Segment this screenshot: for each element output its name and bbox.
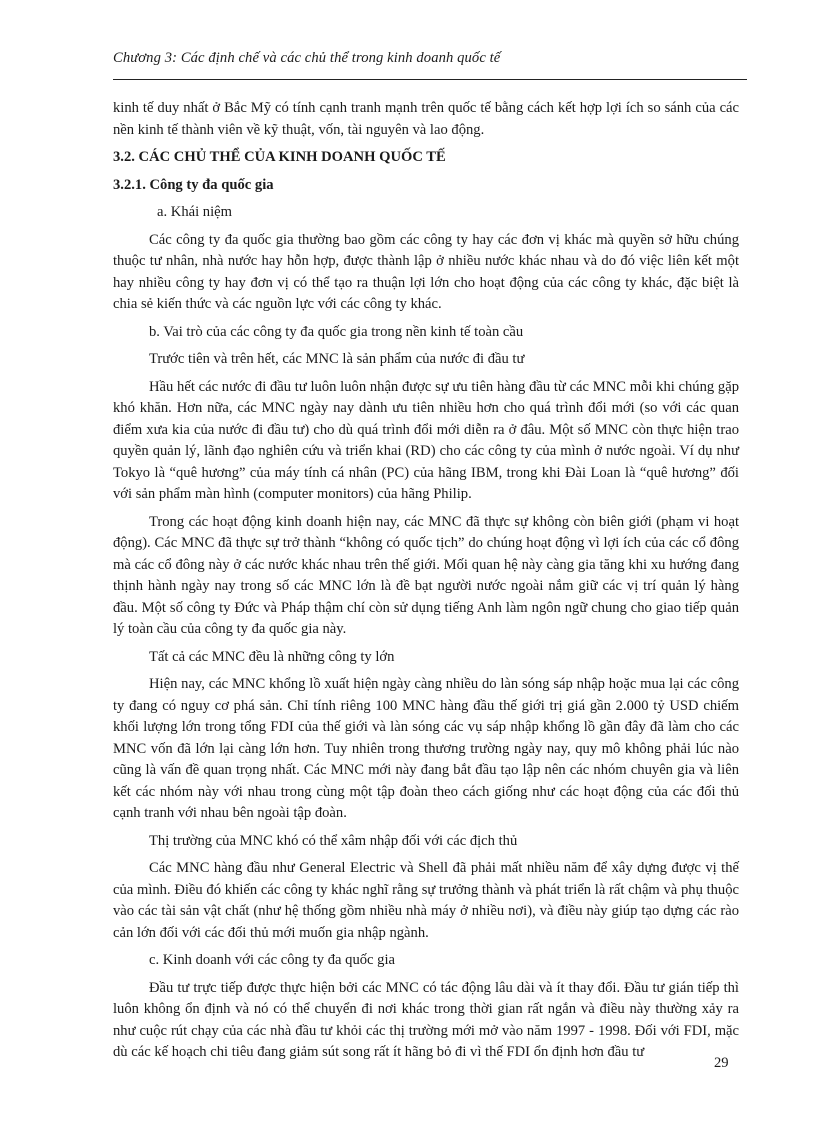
header-divider: [113, 79, 747, 80]
body-paragraph-5: Đầu tư trực tiếp được thực hiện bởi các MNC có tác động lâu dài và ít thay đổi. Đầu tư gián tiếp thì luôn không ổn định và nó có thể chuyển đi nơi khác trong thời gian rất ngắn và điều này thường xảy ra như cuộc rút chạy của các nhà đầu tư khỏi các thị trường mới mở vào năm 1997 - 1998. Đối với FDI, mặc dù các kế hoạch chi tiêu đang giảm sút song rất ít hãng bỏ đi vì thế FDI ổn định hơn đầu tư: [113, 979, 739, 1060]
body-paragraph-4: Các MNC hàng đầu như General Electric và Shell đã phải mất nhiều năm để xây dựng được vị thế của mình. Điều đó khiến các công ty khác nghĩ rằng sự trưởng thành và phát triển là rất chậm và phụ thuộc vào các tài sản vật chất (như hệ thống gồm nhiều nhà máy ở nhiều nơi), và điều này giúp tạo dựng các rào cản lớn đối với các đối thủ mới muốn gia nhập ngành.: [113, 860, 739, 941]
topic-line-2: Tất cả các MNC đều là những công ty lớn: [149, 648, 395, 665]
running-header: Chương 3: Các định chế và các chủ thể trong kinh doanh quốc tế: [113, 50, 501, 66]
subsection-heading: 3.2.1. Công ty đa quốc gia: [113, 176, 274, 193]
page-number: 29: [714, 1055, 729, 1071]
subheading-a: a. Khái niệm: [157, 204, 232, 220]
topic-line-1: Trước tiên và trên hết, các MNC là sản phẩm của nước đi đầu tư: [149, 351, 525, 367]
subheading-c: c. Kinh doanh với các công ty đa quốc gia: [149, 952, 396, 968]
body-paragraph-2: Trong các hoạt động kinh doanh hiện nay, các MNC đã thực sự không còn biên giới (phạm vi hoạt động). Các MNC đã thực sự trở thành “không có quốc tịch” do chúng hoạt động vì lợi ích của các cổ đông mà các cổ đông này ở các nước khác nhau trên thế giới. Mối quan hệ này càng gia tăng khi xu hướng đang thịnh hành ngày nay trong số các MNC lớn là đề bạt người nước ngoài nắm giữ các vị trí quản lý hàng đầu. Một số công ty Đức và Pháp thậm chí còn sử dụng tiếng Anh làm ngôn ngữ chung cho giao tiếp quản lý toàn cầu của công ty đa quốc gia này.: [113, 513, 739, 637]
body-paragraph-1: Hầu hết các nước đi đầu tư luôn luôn nhận được sự ưu tiên hàng đầu từ các MNC mỗi khi chúng gặp khó khăn. Hơn nữa, các MNC ngày nay dành ưu tiên nhiều hơn cho quá trình đổi mới (so với các quan điểm xưa kia của nước đi đầu tư) cho dù quá trình đổi mới diễn ra ở đâu. Một số MNC còn thực hiện trao quyền quản lý, lãnh đạo nghiên cứu và triển khai (RD) cho các công ty của mình ở nước ngoài. Ví dụ như Tokyo là “quê hương” của máy tính cá nhân (PC) của hãng IBM, trong khi Đài Loan là “quê hương” đối với sản phẩm màn hình (computer monitors) của hãng Philip.: [113, 378, 739, 502]
definition-paragraph: Các công ty đa quốc gia thường bao gồm các công ty hay các đơn vị khác mà quyền sở hữu chúng thuộc tư nhân, nhà nước hay hỗn hợp, được thành lập ở nhiều nước khác nhau và do đó việc liên kết một hay nhiều công ty hay đơn vị có thể tạo ra thuận lợi lớn cho hoạt động của các công ty khác, đặc biệt là chia sẻ kiến thức và các nguồn lực với các công ty khác.: [113, 231, 739, 312]
section-heading: 3.2. CÁC CHỦ THỂ CỦA KINH DOANH QUỐC TẾ: [113, 149, 446, 165]
page-content: [113, 98, 739, 1070]
body-paragraph-3: Hiện nay, các MNC khổng lồ xuất hiện ngày càng nhiều do làn sóng sáp nhập hoặc mua lại các công ty đang có nguy cơ phá sản. Chỉ tính riêng 100 MNC hàng đầu thế giới trị giá gần 2.000 tỷ USD chiếm khối lượng lớn trong tổng FDI của thế giới và làn sóng các vụ sáp nhập khổng lồ gần đây đã làm cho các MNC vốn đã lớn lại càng lớn hơn. Tuy nhiên trong thương trường ngày nay, quy mô không phải lúc nào cũng là vấn đề quan trọng nhất. Các MNC mới này đang bắt đầu tạo lập nên các nhóm chuyên gia và liên kết các nhóm này với nhau trong cùng một tập đoàn theo cách giống như các hoạt động của các đối thủ cạnh tranh với nhau bên ngoài tập đoàn.: [113, 676, 739, 821]
topic-line-3: Thị trường của MNC khó có thể xâm nhập đối với các địch thủ: [149, 832, 518, 849]
intro-paragraph: kinh tế duy nhất ở Bắc Mỹ có tính cạnh tranh mạnh trên quốc tế bằng cách kết hợp lợi ích so sánh của các nền kinh tế thành viên về kỹ thuật, vốn, tài nguyên và lao động.: [113, 100, 739, 138]
subheading-b: b. Vai trò của các công ty đa quốc gia trong nền kinh tế toàn cầu: [149, 323, 524, 340]
